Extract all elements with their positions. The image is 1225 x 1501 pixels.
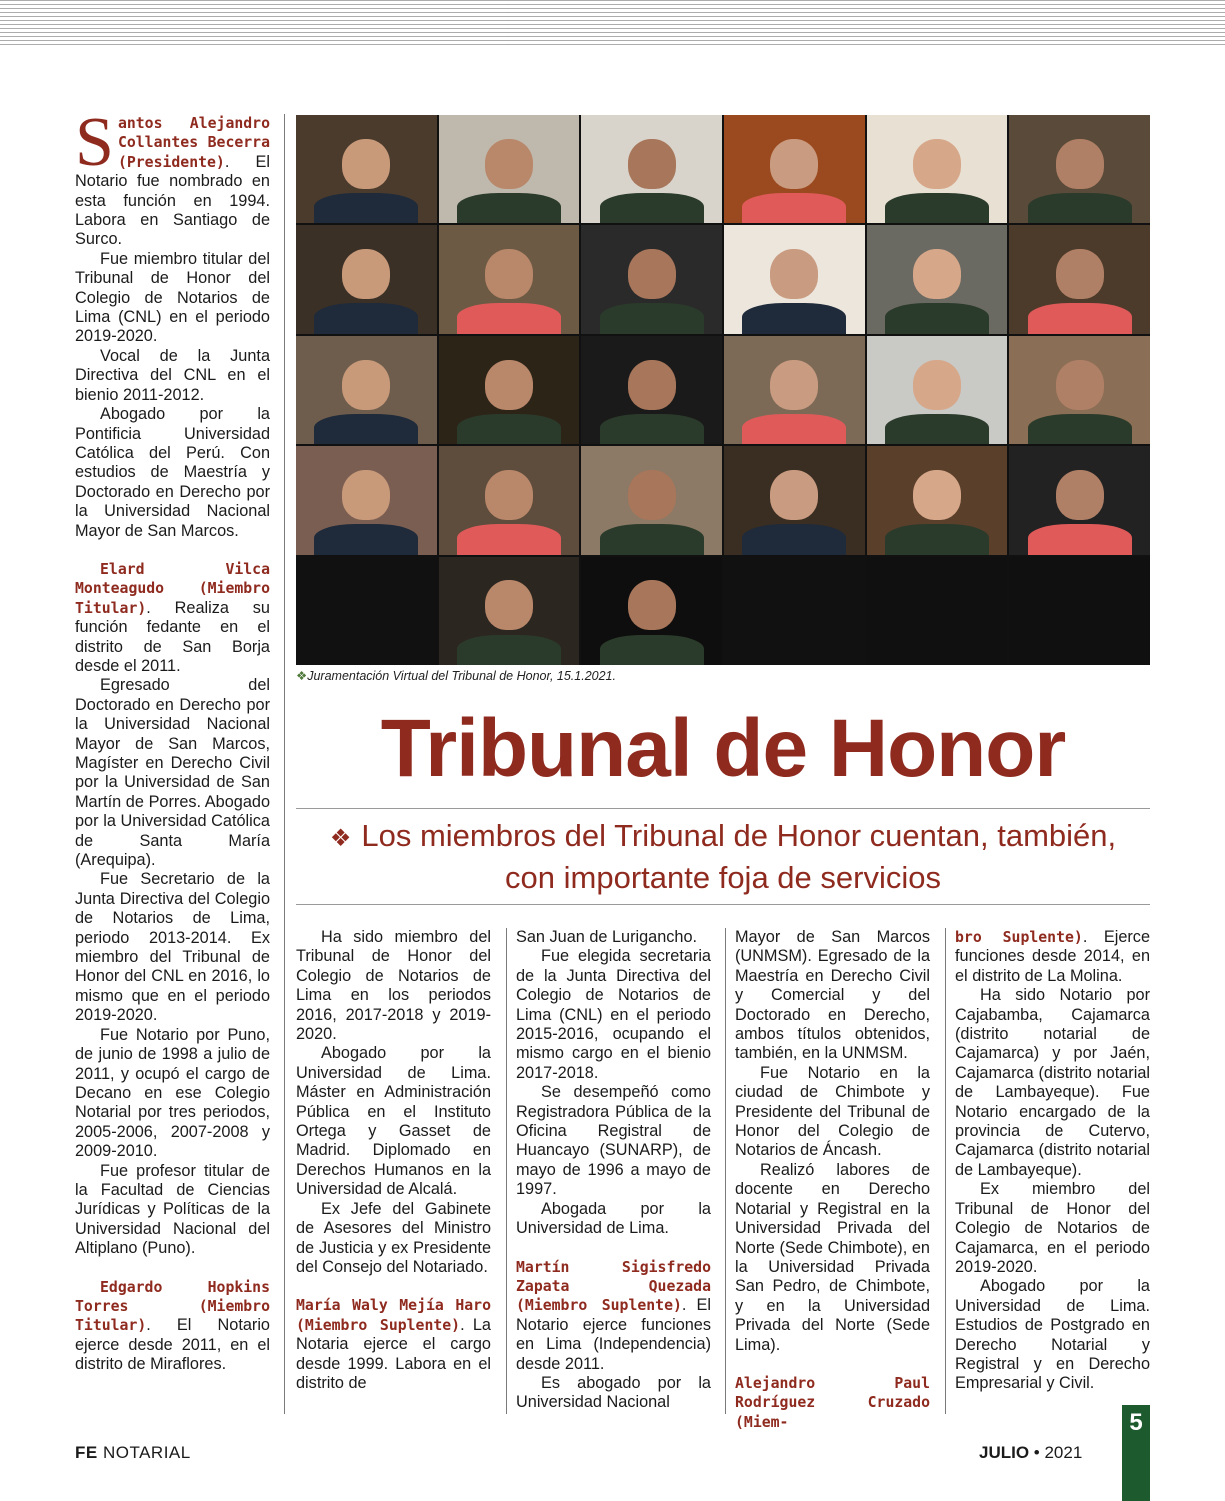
participant-head: [1056, 470, 1104, 520]
participant-body: [885, 193, 989, 223]
participant-body: [742, 193, 846, 223]
participant-head: [485, 580, 533, 630]
video-tile: [724, 446, 865, 554]
paragraph-text: . El Notario ejerce desde 2011, en el distrito de Miraflores.: [75, 1316, 270, 1374]
participant-body: [314, 414, 418, 444]
subtitle: [296, 816, 1150, 897]
paragraph: Es abogado por la Universidad Nacional: [516, 1373, 711, 1412]
video-tile: [439, 225, 580, 333]
paragraph: [75, 104, 270, 250]
video-tile: [867, 446, 1008, 554]
participant-head: [628, 470, 676, 520]
video-tile: [1009, 225, 1150, 333]
participant-head: [628, 580, 676, 630]
participant-head: [913, 139, 961, 189]
video-tile: [867, 115, 1008, 223]
participant-head: [770, 470, 818, 520]
text-column-3: [735, 928, 930, 1432]
member-name: antos Alejandro Collantes Becerra (Presidente): [117, 115, 270, 171]
paragraph: [296, 1296, 491, 1393]
participant-body: [457, 303, 561, 333]
ornament-icon: ❖: [329, 825, 352, 852]
brand-bold: FE: [75, 1443, 98, 1462]
video-tile: [439, 336, 580, 444]
paragraph: Abogado por la Pontificia Universidad Católica del Perú. Con estudios de Maestría y Doctorado en Derecho por la Universidad Nacional Mayor de San Marcos.: [75, 405, 270, 540]
participant-head: [913, 360, 961, 410]
video-tile: [439, 446, 580, 554]
paragraph: Abogado por la Universidad de Lima. Estudios de Postgrado en Derecho Notarial y Registral y en Derecho Empresarial y Civil.: [955, 1277, 1150, 1393]
video-tile: [724, 225, 865, 333]
paragraph: Abogada por la Universidad de Lima.: [516, 1199, 711, 1238]
video-tile: [1009, 446, 1150, 554]
divider: [296, 808, 1150, 809]
paragraph: Ex miembro del Tribunal de Honor del Colegio de Notarios de Cajamarca, en el periodo 2019-2020.: [955, 1180, 1150, 1276]
paragraph-text: . La Notaria ejerce el cargo desde 1999. Labora en el distrito de: [296, 1315, 491, 1392]
participant-head: [485, 139, 533, 189]
paragraph: Fue Notario en la ciudad de Chimbote y Presidente del Tribunal de Honor del Colegio de Notarios de Áncash.: [735, 1063, 930, 1160]
subtitle-line: con importante foja de servicios: [505, 860, 941, 895]
participant-body: [1028, 303, 1132, 333]
video-tile: [867, 336, 1008, 444]
paragraph: Ha sido Notario por Cajabamba, Cajamarca (distrito notarial de Cajamarca) y por Jaén, Cajamarca (distrito notarial de Lambayeque). Fue Notario encargado de la provincia de Cutervo, Cajamarca (distrito notarial de Lambayeque).: [955, 986, 1150, 1179]
participant-head: [342, 249, 390, 299]
paragraph: Ex Jefe del Gabinete de Asesores del Ministro de Justicia y ex Presidente del Consejo del Notariado.: [296, 1199, 491, 1276]
video-tile: [724, 115, 865, 223]
paragraph-text: . Realiza su función fedante en el distrito de San Borja desde el 2011.: [75, 598, 270, 675]
page-number: [1122, 1405, 1150, 1501]
participant-body: [600, 635, 704, 665]
participant-body: [742, 303, 846, 333]
text-column-4: [955, 928, 1150, 1394]
text-column-2: [516, 928, 711, 1413]
participant-body: [314, 524, 418, 554]
paragraph: [516, 1258, 711, 1374]
participant-body: [742, 524, 846, 554]
video-tile: [724, 336, 865, 444]
participant-body: [314, 193, 418, 223]
video-tile: [581, 336, 722, 444]
drop-cap: S: [75, 104, 114, 181]
left-column: [75, 104, 270, 1375]
paragraph: Fue elegida secretaria de la Junta Directiva del Colegio de Notarios de Lima (CNL) en el periodo 2015-2016, ocupando el mismo cargo en el bienio 2017-2018.: [516, 947, 711, 1082]
participant-body: [457, 193, 561, 223]
ornament-icon: ❖: [296, 669, 308, 683]
member-name: Edgardo Hopkins Torres (Miembro Titular): [75, 1278, 270, 1335]
paragraph: Realizó labores de docente en Derecho Notarial y Registral en la Universidad Privada del Norte (Sede Chimbote), en la Universidad Privada San Pedro, de Chimbote, y en la Universidad Privada del Norte (Sede Lima).: [735, 1160, 930, 1354]
participant-body: [1028, 524, 1132, 554]
photo-caption: [296, 668, 616, 683]
paragraph-text: . Ejerce funciones desde 2014, en el distrito de La Molina.: [955, 928, 1151, 985]
publication-name: [75, 1443, 191, 1463]
video-tile: [439, 115, 580, 223]
column-divider: [945, 928, 946, 1414]
participant-body: [457, 414, 561, 444]
video-tile: [1009, 557, 1150, 665]
page-title: Tribunal de Honor: [380, 703, 1066, 794]
header-decoration: [0, 0, 1225, 46]
participant-head: [342, 470, 390, 520]
participant-body: [885, 524, 989, 554]
paragraph: Abogado por la Universidad de Lima. Máster en Administración Pública en el Instituto Ortega y Gasset de Madrid. Diplomado en Derechos Humanos en la Universidad de Alcalá.: [296, 1044, 491, 1199]
video-tile: [581, 225, 722, 333]
participant-head: [628, 139, 676, 189]
participant-body: [1028, 193, 1132, 223]
participant-head: [485, 470, 533, 520]
member-name: Elard Vilca Monteagudo (Miembro Titular): [75, 560, 270, 617]
participant-body: [600, 524, 704, 554]
participant-body: [1028, 414, 1132, 444]
paragraph: Mayor de San Marcos (UNMSM). Egresado de la Maestría en Derecho Civil y Comercial y del Doctorado en Derecho, ambos títulos obtenidos, también, en la UNMSM.: [735, 928, 930, 1063]
participant-head: [485, 249, 533, 299]
subtitle-line: Los miembros del Tribunal de Honor cuentan, también,: [361, 818, 1117, 853]
participant-head: [628, 249, 676, 299]
video-tile: [1009, 336, 1150, 444]
video-tile: [867, 557, 1008, 665]
paragraph-text: . El Notario fue nombrado en esta función en 1994. Labora en Santiago de Surco.: [75, 152, 270, 249]
participant-body: [742, 414, 846, 444]
participant-head: [913, 470, 961, 520]
video-tile: [439, 557, 580, 665]
video-tile: [296, 557, 437, 665]
participant-head: [770, 249, 818, 299]
participant-head: [628, 360, 676, 410]
video-tile: [724, 557, 865, 665]
participant-head: [342, 360, 390, 410]
brand-text: NOTARIAL: [97, 1443, 191, 1462]
column-divider: [506, 928, 507, 1414]
video-tile: [867, 225, 1008, 333]
column-divider: [284, 114, 285, 1414]
paragraph: [75, 1278, 270, 1375]
participant-head: [1056, 249, 1104, 299]
paragraph: [75, 560, 270, 676]
video-tile: [581, 446, 722, 554]
caption-text: Juramentación Virtual del Tribunal de Honor, 15.1.2021.: [307, 669, 616, 683]
column-divider: [725, 928, 726, 1414]
participant-body: [885, 303, 989, 333]
page-number-text: 5: [1129, 1409, 1143, 1436]
participant-head: [770, 360, 818, 410]
video-tile: [296, 115, 437, 223]
paragraph: San Juan de Lurigancho.: [516, 928, 698, 946]
video-tile: [296, 336, 437, 444]
issue-month: JULIO: [979, 1443, 1030, 1462]
video-call-photo: [296, 115, 1150, 665]
paragraph: Ha sido miembro del Tribunal de Honor del Colegio de Notarios de Lima en los periodos 2016, 2017-2018 y 2019-2020.: [296, 928, 491, 1044]
member-name: Martín Sigisfredo Zapata Quezada (Miembro Suplente): [516, 1258, 711, 1315]
participant-body: [885, 414, 989, 444]
member-name-text: Alejandro Paul Rodríguez Cruzado (Miem-: [735, 1374, 930, 1431]
participant-head: [770, 139, 818, 189]
video-tile: [581, 115, 722, 223]
participant-head: [485, 360, 533, 410]
member-name: [735, 1374, 930, 1432]
issue-year: 2021: [1044, 1443, 1083, 1462]
participant-body: [457, 635, 561, 665]
participant-head: [913, 249, 961, 299]
video-tile: [581, 557, 722, 665]
member-name: bro Suplente): [955, 929, 1083, 946]
participant-body: [600, 193, 704, 223]
paragraph: Se desempeñó como Registradora Pública de la Oficina Registral de Huancayo (SUNARP), de mayo de 1996 a mayo de 1997.: [516, 1083, 711, 1199]
video-tile: [296, 446, 437, 554]
paragraph: [955, 928, 1150, 986]
participant-head: [1056, 139, 1104, 189]
participant-body: [600, 414, 704, 444]
text-column-1: [296, 928, 491, 1393]
participant-head: [1056, 360, 1104, 410]
paragraph: Fue miembro titular del Tribunal de Honor del Colegio de Notarios de Lima (CNL) en el periodo 2019-2020.: [75, 249, 270, 346]
separator: •: [1029, 1443, 1045, 1462]
participant-head: [342, 139, 390, 189]
paragraph: Fue Secretario de la Junta Directiva del Colegio de Notarios de Lima, periodo 2013-2014. Ex miembro del Tribunal de Honor del CNL en 2016, lo mismo que en el periodo 2019-2020.: [75, 870, 270, 1025]
paragraph: Fue Notario por Puno, de junio de 1998 a julio de 2011, y ocupó el cargo de Decano en ese Colegio Notarial por tres periodos, 2005-2006, 2007-2008 y 2009-2010.: [75, 1025, 270, 1161]
participant-body: [457, 524, 561, 554]
paragraph: Egresado del Doctorado en Derecho por la Universidad Nacional Mayor de San Marcos, Magíster en Derecho Civil por la Universidad de San Martín de Porres. Abogado por la Universidad Católica de Santa María (Arequipa).: [75, 676, 270, 870]
member-name: María Waly Mejía Haro (Miembro Suplente): [296, 1297, 491, 1334]
paragraph: Fue profesor titular de la Facultad de Ciencias Jurídicas y Políticas de la Universidad Nacional del Altiplano (Puno).: [75, 1161, 270, 1258]
paragraph-text: . El Notario ejerce funciones en Lima (Independencia) desde 2011.: [516, 1296, 712, 1373]
issue-date: [979, 1443, 1082, 1463]
participant-body: [600, 303, 704, 333]
video-tile: [296, 225, 437, 333]
paragraph: Vocal de la Junta Directiva del CNL en el bienio 2011-2012.: [75, 346, 270, 404]
participant-body: [314, 303, 418, 333]
divider: [296, 904, 1150, 905]
video-tile: [1009, 115, 1150, 223]
